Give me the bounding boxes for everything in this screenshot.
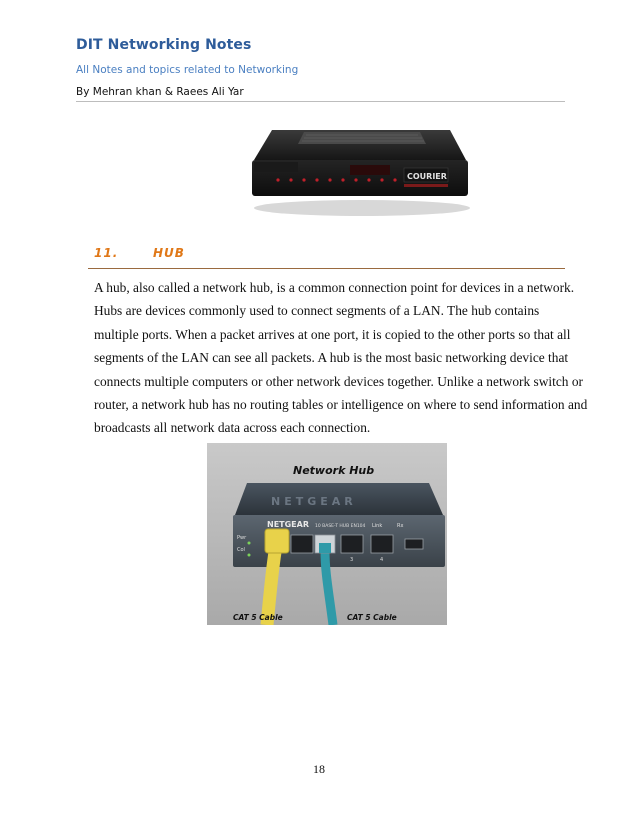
body-line: segments of the LAN can see all packets. A hub is the most basic networking device that xyxy=(94,350,569,366)
header-title: DIT Networking Notes xyxy=(76,37,252,53)
page-number: 18 xyxy=(313,762,325,776)
svg-text:3: 3 xyxy=(350,557,354,563)
body-line: router, a network hub has no routing tables or intelligence on where to send information and xyxy=(94,397,588,413)
hub-label-right: CAT 5 Cable xyxy=(347,613,397,622)
body-line: multiple ports. When a packet arrives at one port, it is copied to the other ports so that all xyxy=(94,326,571,342)
svg-text:Col: Col xyxy=(237,547,245,553)
modem-brand-text: COURIER xyxy=(407,172,447,181)
hub-caption: Network Hub xyxy=(293,464,375,477)
hub-model-text: 10 BASE-T HUB EN104 xyxy=(315,524,366,529)
section-number: 11. xyxy=(94,246,119,260)
hub-brand-text: NETGEAR xyxy=(267,520,309,529)
svg-text:4: 4 xyxy=(380,557,384,563)
svg-text:NETGEAR: NETGEAR xyxy=(271,495,357,508)
section-title: HUB xyxy=(153,246,185,260)
section-divider xyxy=(88,268,565,269)
svg-text:Pwr: Pwr xyxy=(237,535,247,541)
modem-image xyxy=(244,118,474,218)
network-hub-image xyxy=(207,443,447,625)
svg-text:Link: Link xyxy=(372,523,383,529)
svg-text:Rx: Rx xyxy=(397,523,404,529)
body-line: connects multiple computers or other network devices together. Unlike a network switch or xyxy=(94,373,583,389)
header-subtitle: All Notes and topics related to Networking xyxy=(76,64,299,76)
header-authors: By Mehran khan & Raees Ali Yar xyxy=(76,86,244,98)
body-paragraph xyxy=(94,276,588,440)
body-line: Hubs are devices commonly used to connect segments of a LAN. The hub contains xyxy=(94,303,540,319)
hub-label-left: CAT 5 Cable xyxy=(233,613,283,622)
body-line: A hub, also called a network hub, is a common connection point for devices in a network. xyxy=(94,280,575,295)
header-divider xyxy=(76,101,565,102)
body-line: broadcasts all network data across each connection. xyxy=(94,420,371,436)
